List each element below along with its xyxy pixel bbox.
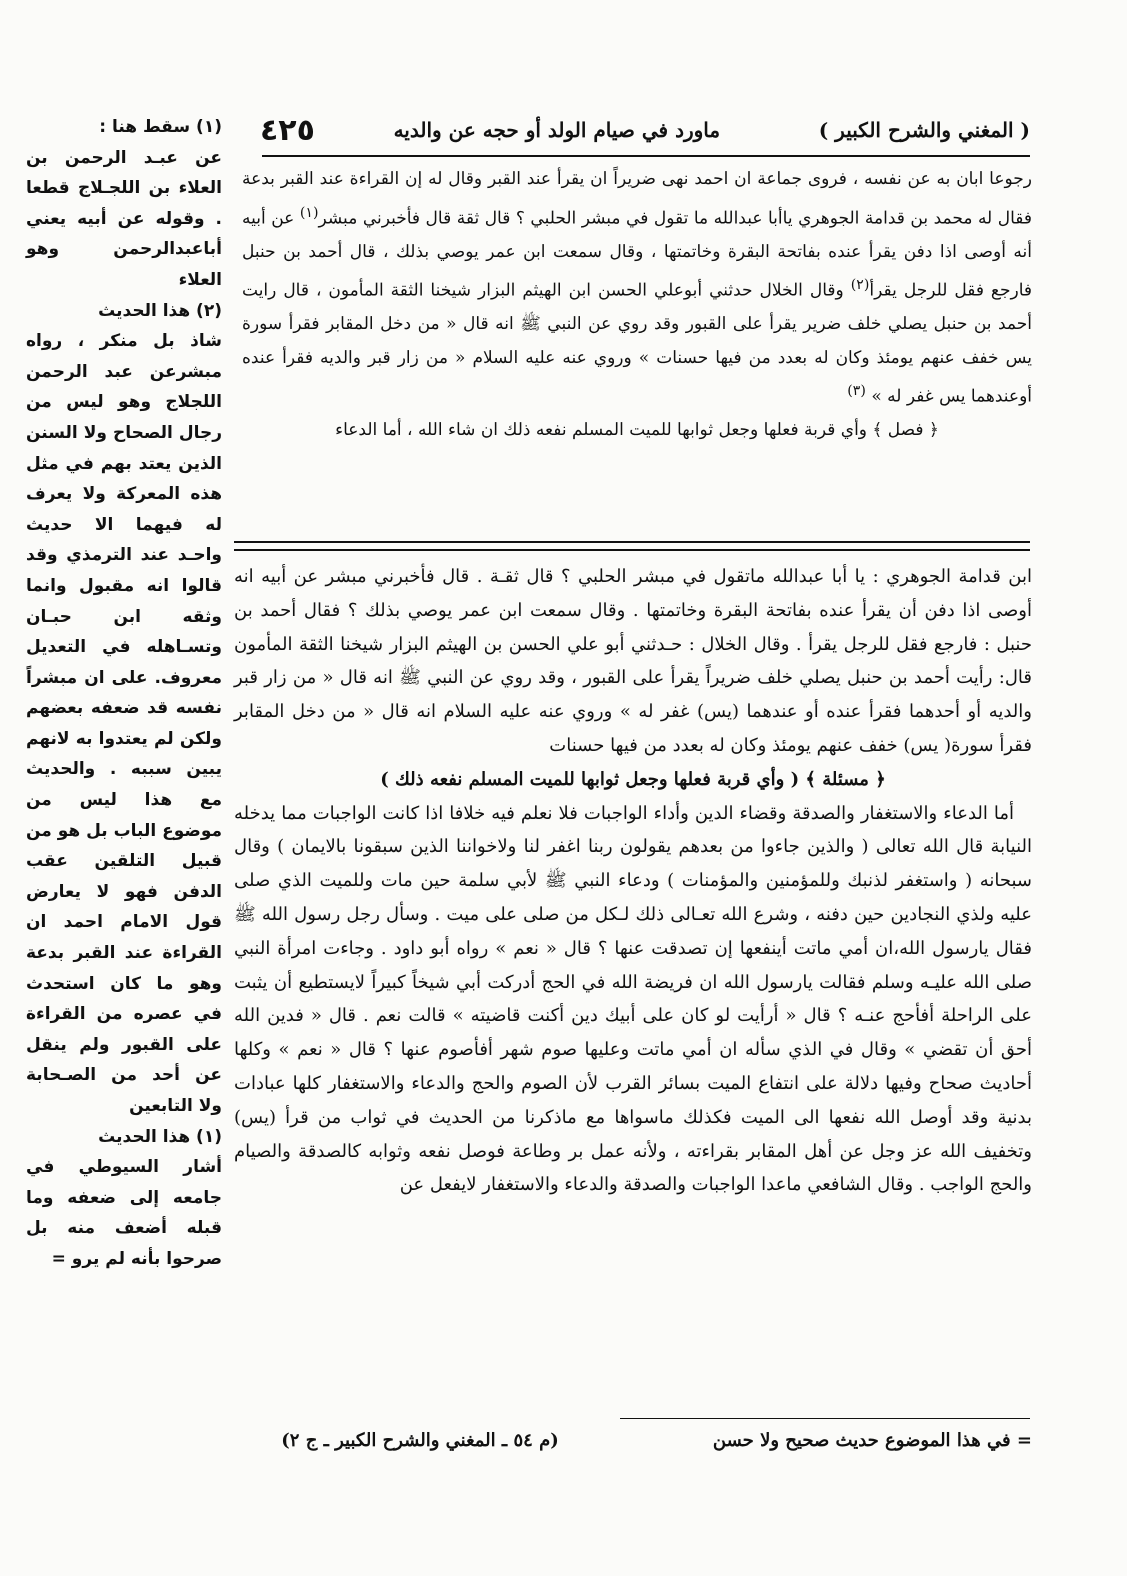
book-title: ( المغني والشرح الكبير ): [818, 118, 1030, 142]
printer-signature: (م ٥٤ ـ المغني والشرح الكبير ـ ج ٢): [281, 1430, 559, 1451]
main-text: [234, 560, 1032, 1202]
margin-note-3-head: (١) هذا الحديث: [98, 1126, 222, 1147]
page-number: ٤٢٥: [260, 112, 315, 148]
margin-notes: [26, 112, 222, 1275]
upper-text-2: عن أبيه أنه أوصى اذا دفن يقرأ عنده بفاتحة البقرة وخاتمتها ، وقال سمعت ابن عمر يوصي بذلك ، قال أحمد بن حنبل فارجع فقل للرجل يقرأ: [242, 208, 1033, 301]
upper-text-1: رجوعا ابان به عن نفسه ، فروى جماعة ان احمد نهى ضريراً ان يقرأ عند القبر وقال له إن القراءة عند القبر بدعة فقال له محمد بن قدامة الجوهري ياأبا عبدالله ما تقول في مبشر الحلبي ؟ قال ثقة قال فأخبرني مبشر: [242, 169, 1033, 229]
margin-note-2-text: شاذ بل منكر ، رواه مبشرعن عبد الرحمن اللجلاج وهو ليس من رجال الصحاح ولا السنن الذين يعتد بهم في مثل هذه المعركة ولا يعرف له فيهما الا حديث واحـد عند الترمذي وقد قالوا انه مقبول وانما وثقه ابن حبـان وتسـاهله في التعديل معروف. على ان مبشراً نفسه قد ضعفه بعضهم ولكن لم يعتدوا به لانهم يبين سببه . والحديث مع هذا ليس من موضوع الباب بل هو من قبيل التلقين عقب الدفن فهو لا يعارض قول الامام احمد ان القراءة عند القبر بدعة وهو ما كان استحدث في عصره من القراءة على القبور ولم ينقل عن أحد من الصـحابة ولا التابعين: [26, 331, 222, 1116]
footnote-continuation: = في هذا الموضوع حديث صحيح ولا حسن: [712, 1430, 1032, 1451]
section-divider-bottom: [234, 549, 1030, 551]
fasl-line: ﴿ فصل ﴾ وأي قربة فعلها وجعل ثوابها للميت المسلم نفعه ذلك ان شاء الله ، أما الدعاء: [335, 420, 939, 441]
main-paragraph-1: ابن قدامة الجوهري : يا أبا عبدالله ماتقول في مبشر الحلبي ؟ قال ثقـة . قال فأخبرني مبشر عن أبيه انه أوصى اذا دفن أن يقرأ عنده بفاتحة البقرة وخاتمتها . وقال سمعت ابن عمر يوصي بذلك ؟ فقال أحمد بن حنبل : فارجع فقل للرجل يقرأ . وقال الخلال : حـدثني أبو علي الحسن بن الهيثم البزار شيخنا الثقة المأمون قال: رأيت أحمد بن حنبل يصلي خلف ضريراً يقرأ على القبور ، وقد روي عن النبي ﷺ انه قال « من زار قبر والديه أو أحدهما فقرأ عنده أو عندهما (يس) غفر له » وروي عنه عليه السلام انه قال « من دخل المقابر فقرأ سورة( يس) خفف عنهم يومئذ وكان له بعدد من فيها حسنات: [234, 566, 1032, 756]
footnote-ref-1: (١): [299, 204, 319, 221]
margin-note-2-head: (٢) هذا الحديث: [98, 300, 222, 321]
section-divider-top: [234, 541, 1030, 543]
footnote-rule: [620, 1418, 1030, 1419]
margin-note-3-text: أشار السيوطي في جامعه إلى ضعفه وما قبله أضعف منه بل صرحوا بأنه لم يرو =: [26, 1157, 222, 1269]
main-paragraph-2: أما الدعاء والاستغفار والصدقة وقضاء الدين وأداء الواجبات فلا نعلم فيه خلافا اذا كانت الواجبات مما يدخله النيابة قال الله تعالى ( والذين جاءوا من بعدهم يقولون ربنا اغفر لنا ولاخواننا الذين سبقونا بالايمان ) وقال سبحانه ( واستغفر لذنبك وللمؤمنين والمؤمنات ) ودعاء النبي ﷺ لأبي سلمة حين مات وللميت الذي صلى عليه ولذي النجادين حين دفنه ، وشرع الله تعـالى ذلك لـكل من صلى على ميت . وسأل رجل رسول الله ﷺ فقال يارسول الله،ان أمي ماتت أينفعها إن تصدقت عنها ؟ قال « نعم » رواه أبو داود . وجاءت امرأة النبي صلى الله عليـه وسلم فقالت يارسول الله ان فريضة الله في الحج أدركت أبي شيخاً كبيراً لايستطيع أن يثبت على الراحلة أفأحج عنـه ؟ قال « أرأيت لو كان على أبيك دين أكنت قاضيته » قالت نعم . قال « فدين الله أحق أن تقضي » وقال في الذي سأله ان أمي ماتت وعليها صوم شهر أفأصوم عنها ؟ قال « نعم » وكلها أحاديث صحاح وفيها دلالة على انتفاع الميت بسائر القرب لأن الصوم والحج والدعاء والاستغفار كلها عبادات بدنية وقد أوصل الله نفعها الى الميت فكذلك ماسواها مع ماذكرنا من الحديث في ثواب من قرأ (يس) وتخفيف الله عز وجل عن أهل المقابر بقراءته ، ولأنه عمل بر وطاعة فوصل نفعه وثوابه كالصدقة والصيام والحج الواجب . وقال الشافعي ماعدا الواجبات والصدقة والدعاء والاستغفار لايفعل عن: [234, 802, 1033, 1196]
masala-heading: ﴿ مسئلة ﴾ ( وأي قربة فعلها وجعل ثوابها للميت المسلم نفعه ذلك ): [380, 768, 886, 790]
upper-commentary: [242, 163, 1032, 448]
running-header: [260, 106, 1030, 154]
footnote-ref-3: (٣): [847, 383, 866, 400]
margin-note-1-text: عن عبـد الرحمن بن العلاء بن اللجـلاج قطعا . وقوله عن أبيه يعني أباعبدالرحمن وهو العلاء: [26, 147, 222, 290]
margin-note-1-head: (١) سقط هنا :: [99, 117, 222, 137]
footnote-ref-2: (٢): [850, 277, 870, 294]
chapter-title: ماورد في صيام الولد أو حجه عن والديه: [393, 118, 721, 142]
header-rule: [262, 155, 1030, 157]
upper-text-3: وقال الخلال حدثني أبوعلي الحسن ابن الهيثم البزار شيخنا الثقة المأمون ، قال رايت أحمد بن حنبل يصلي خلف ضرير يقرأ على القبور وقد روي عن النبي ﷺ انه قال « من دخل المقابر فقرأ سورة يس خفف عنهم يومئذ وكان له بعدد من فيها حسنات » وروي عنه عليه السلام « من زار قبر والديه فقرأ عنده أوعندهما يس غفر له »: [242, 280, 1032, 407]
